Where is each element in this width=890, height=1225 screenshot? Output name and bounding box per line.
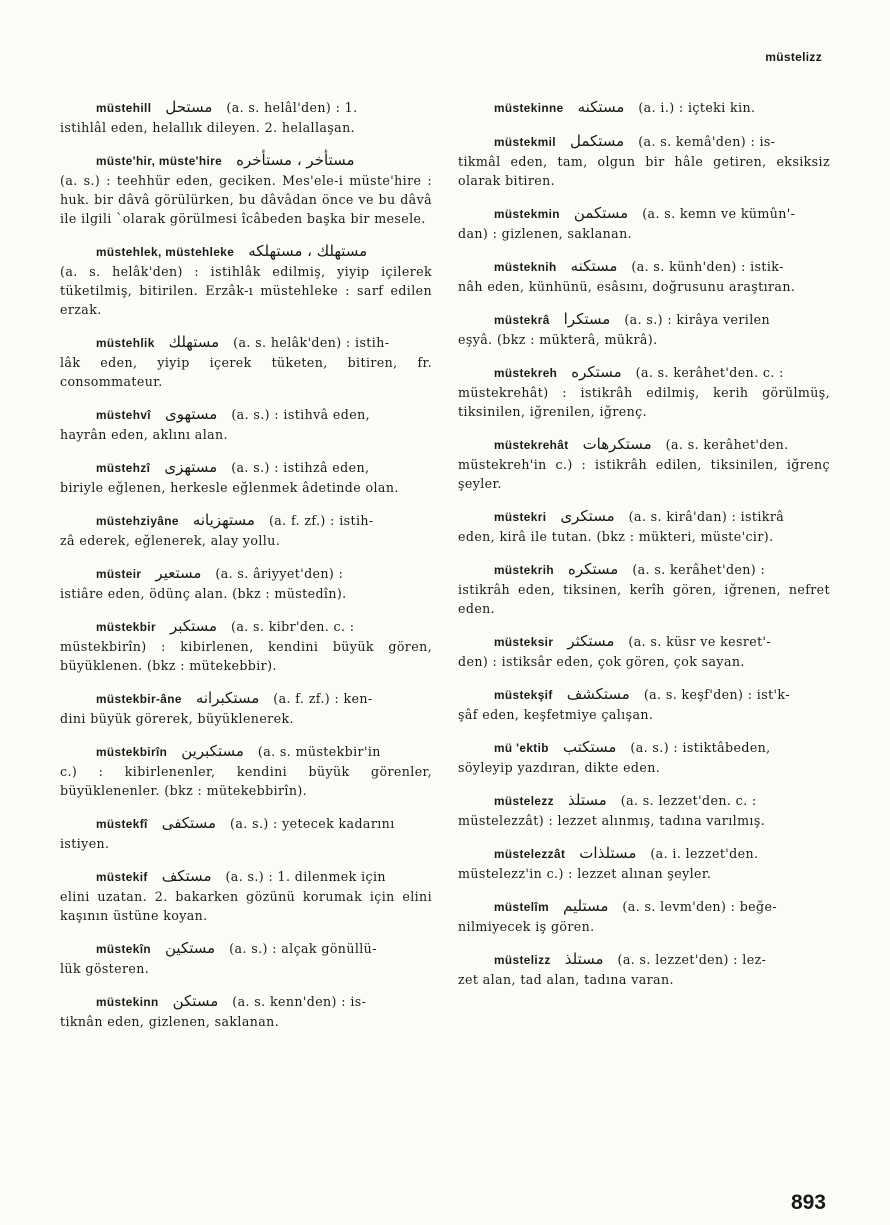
arabic-script: مستهزى: [164, 458, 218, 476]
entry-head-line: [60, 814, 432, 834]
headword: müstekşif: [494, 688, 553, 702]
headword: müstekfî: [96, 817, 148, 831]
dictionary-entry: [60, 151, 432, 228]
etymology-text: (a. s. kemâ'den) : is-: [638, 134, 776, 149]
headword: müstekrih: [494, 563, 554, 577]
headword: müstekif: [96, 870, 148, 884]
definition-text: müstelezzât) : lezzet alınmış, tadına varılmış.: [458, 813, 766, 828]
entry-head-line: [458, 435, 830, 455]
arabic-script: مستكمل: [569, 132, 625, 150]
arabic-script: مستكرا: [563, 310, 611, 328]
etymology-text: (a. s.) : alçak gönüllü-: [229, 941, 377, 956]
definition-text: şâf eden, keşfetmiye çalışan.: [458, 707, 654, 722]
arabic-script: مستكره: [571, 363, 622, 381]
dictionary-entry: [458, 560, 830, 618]
definition-text: müstekreh'in c.) : istikrâh edilen, tiksinilen, iğrenç şeyler.: [458, 457, 830, 491]
dictionary-entry: [60, 867, 432, 925]
etymology-text: (a. s.) : 1. dilenmek için: [225, 869, 386, 884]
etymology-text: (a. s.) : istiktâbeden,: [630, 740, 771, 755]
running-header: müstelizz: [765, 50, 822, 64]
entry-head-line: [458, 132, 830, 152]
dictionary-entry: [458, 507, 830, 546]
entry-head-line: [60, 742, 432, 762]
entry-head-line: [458, 791, 830, 811]
definition-text: eşyâ. (bkz : mükterâ, mükrâ).: [458, 332, 658, 347]
headword: müstekrâ: [494, 313, 550, 327]
headword: müstehlik: [96, 336, 155, 350]
dictionary-entry: [60, 742, 432, 800]
arabic-script: مستهزيانه: [192, 511, 255, 529]
dictionary-entry: [458, 685, 830, 724]
headword: müstelezzât: [494, 847, 566, 861]
entry-head-line: [458, 950, 830, 970]
arabic-script: مستكرى: [560, 507, 615, 525]
definition-text: istikrâh eden, tiksinen, kerîh gören, iğrenen, nefret eden.: [458, 582, 830, 616]
dictionary-entry: [60, 98, 432, 137]
arabic-script: مستكفى: [161, 814, 217, 832]
etymology-text: (a. s. müstekbir'in: [257, 744, 381, 759]
headword: müstelîm: [494, 900, 549, 914]
etymology-text: (a. s. lezzet'den) : lez-: [617, 952, 767, 967]
headword: müstehill: [96, 101, 152, 115]
etymology-text: (a. s. kemn ve kümûn'-: [642, 206, 796, 221]
entry-head-line: [60, 405, 432, 425]
definition-text: istiâre eden, ödünç alan. (bkz : müstedîn).: [60, 586, 347, 601]
arabic-script: مستهلك ، مستهلكه: [248, 242, 368, 260]
entry-head-line: [458, 844, 830, 864]
headword: müstehziyâne: [96, 514, 179, 528]
dictionary-entry: [458, 257, 830, 296]
dictionary-entry: [458, 310, 830, 349]
entry-head-line: [60, 511, 432, 531]
arabic-script: مستكتب: [562, 738, 617, 756]
etymology-text: (a. f. zf.) : istih-: [268, 513, 374, 528]
etymology-text: (a. s.) : istihvâ eden,: [231, 407, 371, 422]
definition-text: hayrân eden, aklını alan.: [60, 427, 228, 442]
entry-head-line: [458, 560, 830, 580]
dictionary-entry: [60, 939, 432, 978]
etymology-text: (a. s. helâk'den) : istih-: [233, 335, 390, 350]
definition-text: istiyen.: [60, 836, 110, 851]
headword: müstelizz: [494, 953, 551, 967]
arabic-script: مستكرهات: [582, 435, 652, 453]
etymology-text: (a. s. küsr ve kesret'-: [628, 634, 772, 649]
entry-head-line: [60, 151, 432, 171]
entry-head-line: [60, 992, 432, 1012]
etymology-text: (a. s. kerâhet'den) :: [632, 562, 766, 577]
arabic-script: مستكف: [161, 867, 212, 885]
entry-head-line: [60, 689, 432, 709]
headword: müstekinn: [96, 995, 159, 1009]
definition-text: istihlâl eden, helallık dileyen. 2. helallaşan.: [60, 120, 355, 135]
dictionary-entry: [458, 363, 830, 421]
entry-head-line: [60, 617, 432, 637]
dictionary-entry: [458, 897, 830, 936]
right-column: [458, 98, 830, 1003]
entry-head-line: [60, 564, 432, 584]
dictionary-entry: [60, 405, 432, 444]
etymology-text: (a. s. kibr'den. c. :: [231, 619, 355, 634]
definition-text: zâ ederek, eğlenerek, alay yollu.: [60, 533, 281, 548]
headword: müstekinne: [494, 101, 564, 115]
arabic-script: مستحل: [165, 98, 213, 116]
dictionary-entry: [60, 511, 432, 550]
headword: müstehzî: [96, 461, 151, 475]
etymology-text: (a. s.) : kirâya verilen: [624, 312, 771, 327]
headword: müstekbirîn: [96, 745, 168, 759]
etymology-text: (a. s.) : istihzâ eden,: [231, 460, 370, 475]
entry-head-line: [458, 310, 830, 330]
dictionary-entry: [60, 242, 432, 319]
headword: müste'hir, müste'hire: [96, 154, 223, 168]
definition-text: (a. s.) : teehhür eden, geciken. Mes'ele-i müste'hire : huk. bir dâvâ görülürken, bu dâvâdan önce ve bu dâvâ ile ilgili `olarak görülmesi îcâbeden başka bir mesele.: [60, 173, 432, 226]
entry-head-line: [60, 242, 432, 262]
definition-text: tiknân eden, gizlenen, saklanan.: [60, 1014, 280, 1029]
dictionary-entry: [60, 689, 432, 728]
entry-head-line: [60, 939, 432, 959]
headword: müstekri: [494, 510, 547, 524]
definition-text: eden, kirâ ile tutan. (bkz : mükteri, müste'cir).: [458, 529, 774, 544]
entry-head-line: [60, 867, 432, 887]
headword: müstekreh: [494, 366, 558, 380]
definition-text: nilmiyecek iş gören.: [458, 919, 595, 934]
headword: müsteir: [96, 567, 142, 581]
headword: müstekîn: [96, 942, 151, 956]
definition-text: dini büyük görerek, büyüklenerek.: [60, 711, 294, 726]
entry-head-line: [458, 257, 830, 277]
headword: müsteksir: [494, 635, 554, 649]
definition-text: müstelezz'in c.) : lezzet alınan şeyler.: [458, 866, 712, 881]
headword: müstekmin: [494, 207, 560, 221]
headword: müstekrehât: [494, 438, 569, 452]
dictionary-entry: [60, 333, 432, 391]
entry-head-line: [458, 363, 830, 383]
definition-text: elini uzatan. 2. bakarken gözünü korumak için elini kaşının üstüne koyan.: [60, 889, 432, 923]
definition-text: biriyle eğlenen, herkesle eğlenmek âdetinde olan.: [60, 480, 399, 495]
entry-head-line: [60, 458, 432, 478]
arabic-script: مستكره: [567, 560, 619, 578]
headword: mü 'ektib: [494, 741, 549, 755]
etymology-text: (a. i.) : içteki kin.: [638, 100, 756, 115]
headword: müstelezz: [494, 794, 554, 808]
arabic-script: مستلذات: [579, 844, 637, 862]
etymology-text: (a. s. kerâhet'den. c. :: [635, 365, 784, 380]
entry-head-line: [458, 738, 830, 758]
dictionary-entry: [60, 458, 432, 497]
dictionary-entry: [60, 814, 432, 853]
entry-head-line: [458, 632, 830, 652]
etymology-text: (a. f. zf.) : ken-: [273, 691, 373, 706]
headword: müsteknih: [494, 260, 557, 274]
definition-text: lük gösteren.: [60, 961, 150, 976]
entry-head-line: [458, 685, 830, 705]
definition-text: dan) : gizlenen, saklanan.: [458, 226, 633, 241]
headword: müstekmil: [494, 135, 556, 149]
definition-text: nâh eden, künhünü, esâsını, doğrusunu araştıran.: [458, 279, 796, 294]
etymology-text: (a. s. kirâ'dan) : istikrâ: [628, 509, 785, 524]
entry-head-line: [458, 897, 830, 917]
arabic-script: مستكبر: [169, 617, 218, 635]
arabic-script: مستأخر ، مستأخره: [236, 151, 355, 169]
entry-head-line: [458, 204, 830, 224]
dictionary-entry: [458, 204, 830, 243]
definition-text: lâk eden, yiyip içerek tüketen, bitiren, fr. consommateur.: [60, 355, 432, 389]
etymology-text: (a. s. keşf'den) : ist'k-: [643, 687, 790, 702]
arabic-script: مستكبرانه: [195, 689, 260, 707]
entry-head-line: [458, 98, 830, 118]
entry-head-line: [458, 507, 830, 527]
arabic-script: مستلذ: [564, 950, 604, 968]
dictionary-entry: [60, 564, 432, 603]
definition-text: tikmâl eden, tam, olgun bir hâle getiren, eksiksiz olarak bitiren.: [458, 154, 830, 188]
arabic-script: مستليم: [563, 897, 609, 915]
headword: müstekbir-âne: [96, 692, 182, 706]
definition-text: den) : istiksâr eden, çok gören, çok sayan.: [458, 654, 745, 669]
etymology-text: (a. s. kenn'den) : is-: [232, 994, 367, 1009]
dictionary-entry: [458, 738, 830, 777]
dictionary-entry: [60, 617, 432, 675]
dictionary-entry: [458, 132, 830, 190]
entry-head-line: [60, 98, 432, 118]
arabic-script: مستكين: [165, 939, 216, 957]
etymology-text: (a. s. levm'den) : beğe-: [622, 899, 777, 914]
definition-text: zet alan, tad alan, tadına varan.: [458, 972, 674, 987]
arabic-script: مستكنه: [570, 257, 618, 275]
arabic-script: مستكمن: [573, 204, 629, 222]
page-number: 893: [790, 1191, 826, 1214]
arabic-script: مستهوى: [165, 405, 218, 423]
headword: müstehvî: [96, 408, 151, 422]
etymology-text: (a. s. kerâhet'den.: [665, 437, 789, 452]
arabic-script: مستكنه: [577, 98, 625, 116]
dictionary-entry: [458, 98, 830, 118]
dictionary-entry: [60, 992, 432, 1031]
etymology-text: (a. s.) : yetecek kadarını: [230, 816, 395, 831]
arabic-script: مستكشف: [566, 685, 630, 703]
definition-text: söyleyip yazdıran, dikte eden.: [458, 760, 661, 775]
dictionary-entry: [458, 632, 830, 671]
etymology-text: (a. s. künh'den) : istik-: [631, 259, 784, 274]
entry-head-line: [60, 333, 432, 353]
arabic-script: مستكن: [172, 992, 219, 1010]
arabic-script: مستعير: [155, 564, 202, 582]
etymology-text: (a. s. âriyyet'den) :: [215, 566, 344, 581]
etymology-text: (a. i. lezzet'den.: [650, 846, 759, 861]
dictionary-entry: [458, 791, 830, 830]
dictionary-entry: [458, 435, 830, 493]
definition-text: müstekbirîn) : kibirlenen, kendini büyük gören, büyüklenen. (bkz : mütekebbir).: [60, 639, 432, 673]
arabic-script: مستكبرين: [181, 742, 244, 760]
definition-text: (a. s. helâk'den) : istihlâk edilmiş, yiyip içilerek tüketilmiş, bitirilen. Erzâk-ı müstehleke : sarf edilen erzak.: [60, 264, 432, 317]
arabic-script: مستهلك: [168, 333, 220, 351]
definition-text: müstekrehât) : istikrâh edilmiş, kerih görülmüş, tiksinilen, iğrenilen, iğrenç.: [458, 385, 830, 419]
left-column: [60, 98, 432, 1045]
etymology-text: (a. s. lezzet'den. c. :: [620, 793, 757, 808]
definition-text: c.) : kibirlenenler, kendini büyük görenler, büyüklenenler. (bkz : mütekebbirîn).: [60, 764, 432, 798]
arabic-script: مستكثر: [567, 632, 615, 650]
etymology-text: (a. s. helâl'den) : 1.: [226, 100, 358, 115]
headword: müstekbir: [96, 620, 156, 634]
dictionary-entry: [458, 950, 830, 989]
dictionary-entry: [458, 844, 830, 883]
headword: müstehlek, müstehleke: [96, 245, 235, 259]
arabic-script: مستلذ: [567, 791, 607, 809]
